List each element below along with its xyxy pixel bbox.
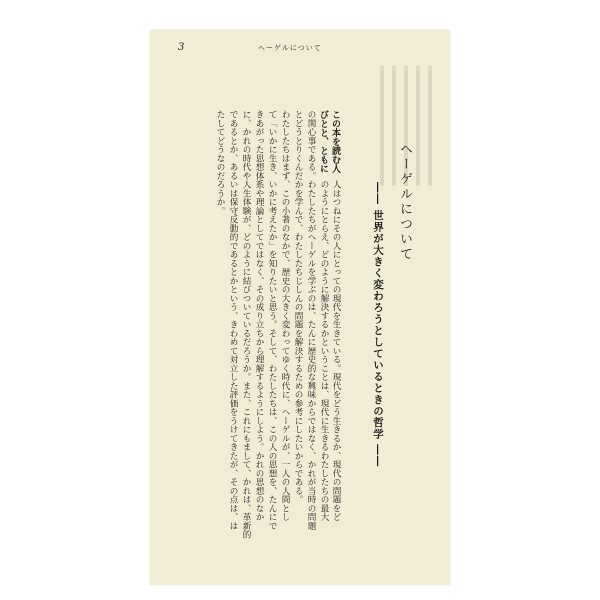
section-lead-line: この本を読む人 xyxy=(330,110,340,173)
running-head: ヘーゲルについて xyxy=(258,44,322,52)
body-line: のようにとらえ、どのように解決するかということは、現代に生きるわたしたちの最大 xyxy=(319,180,329,522)
section-lead-line: びとと、ともに xyxy=(318,110,328,173)
body-line: に、かれの時代や人生体験が、どのように結びついているだろうか。また、これにもまして、かれは、革新的 xyxy=(241,110,251,539)
page-number: 3 xyxy=(178,42,185,53)
chapter-subtitle: ―― 世界が大きく変わろうとしているときの哲学 ―― xyxy=(372,182,384,468)
body-line: たしてどうなのだろうか。 xyxy=(215,110,225,215)
body-line: とどうとりくんだかを学んで、わたしたちじしんの問題を解決するための参考にしたいからである。 xyxy=(293,110,303,504)
body-line: であるとか、あるいは保守反動的であるとかという、きわめて対立した評価をうけてきたが、その点は、は xyxy=(228,110,238,530)
body-line: 人はつねにその人にとっての現代を生きている。現代をどう生きるか、現代の問題をど xyxy=(331,180,341,522)
body-line: て「いかに生き、いかに考えたか」を知りたいと思う。そして、わたしたちは、この人の思想を、たんにで xyxy=(267,110,277,530)
body-line: わたしたちはまず、この小著のなかで、歴史の大きく変わってゆく時代に、ヘーゲルが、一人の人間とし xyxy=(280,110,290,522)
chapter-title: ヘーゲルについて xyxy=(397,142,412,262)
book-page xyxy=(150,30,450,585)
body-line: の関心事である。わたしたちがヘーゲルを学ぶのは、たんに歴史的な興味からではなく、かれが当時の問題 xyxy=(306,110,316,530)
body-line: きあがった思想体系や理論としてではなく、その成り立ちから理解するようにしよう。かれの思想のなか xyxy=(254,110,264,522)
